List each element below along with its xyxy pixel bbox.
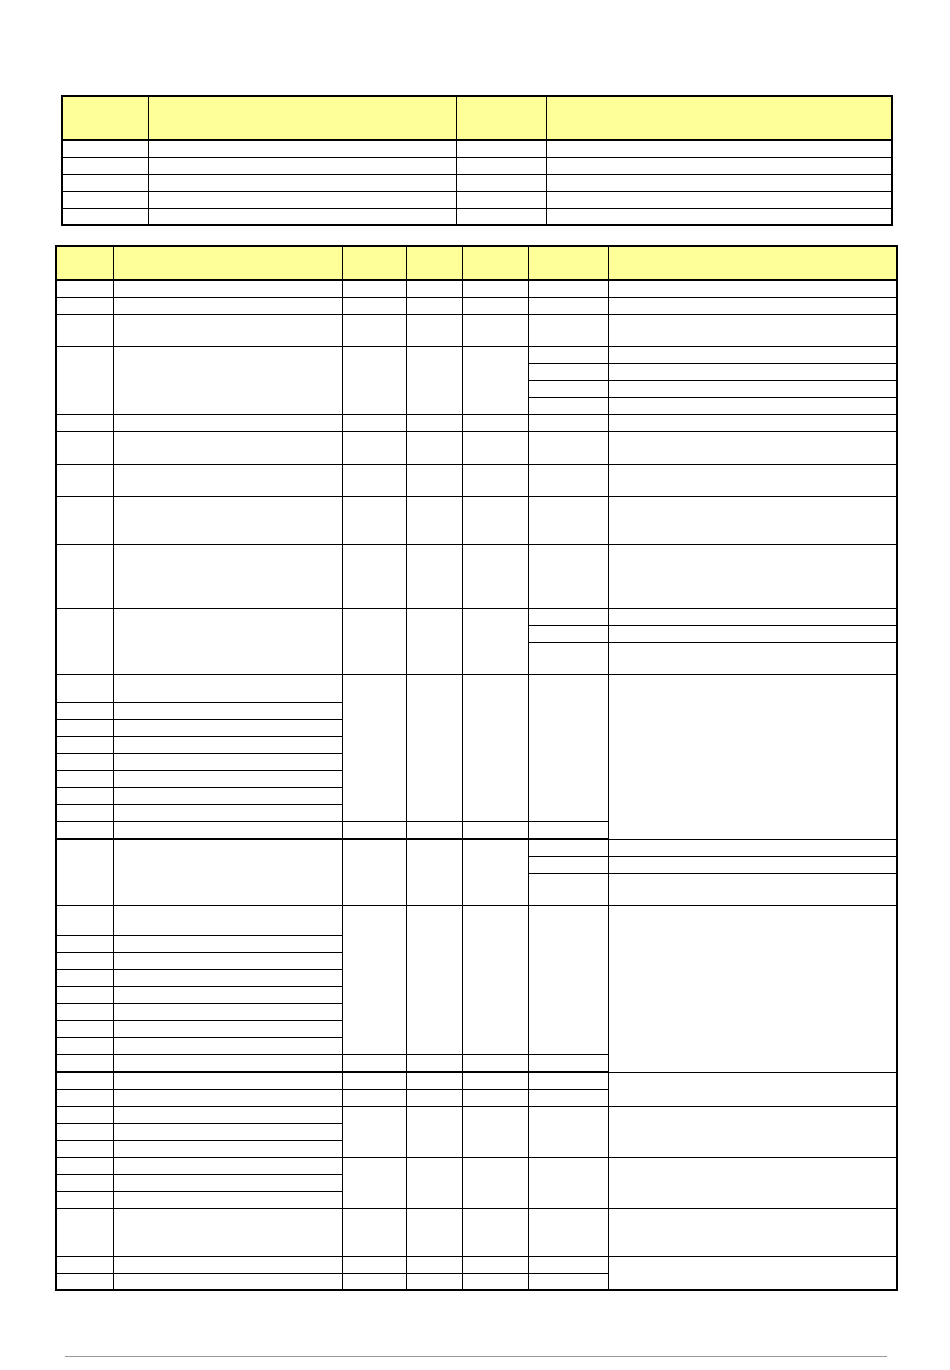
table-cell	[56, 1208, 113, 1256]
table-cell	[113, 280, 342, 297]
table-cell	[608, 873, 897, 905]
table-cell	[113, 821, 342, 838]
header-cell	[528, 246, 608, 280]
table-cell	[56, 905, 113, 935]
table-cell	[528, 297, 608, 314]
table-cell	[56, 1174, 113, 1191]
table-cell	[113, 1140, 342, 1157]
table-cell	[406, 1089, 462, 1106]
table-cell	[113, 1037, 342, 1054]
table-cell	[406, 346, 462, 414]
table-cell	[462, 1089, 528, 1106]
table-cell	[148, 174, 456, 191]
table-cell	[342, 905, 406, 1054]
table-cell	[406, 1072, 462, 1089]
table-cell	[62, 140, 148, 157]
table-cell	[56, 674, 113, 702]
table-cell	[56, 839, 113, 905]
table-cell	[462, 1157, 528, 1208]
table-cell	[342, 674, 406, 821]
table-cell	[56, 1037, 113, 1054]
table-cell	[342, 1157, 406, 1208]
table-cell	[148, 140, 456, 157]
table-cell	[608, 642, 897, 674]
table-cell	[462, 1256, 528, 1273]
table-cell	[406, 839, 462, 905]
table-cell	[462, 544, 528, 608]
table-cell	[608, 380, 897, 397]
table-cell	[608, 625, 897, 642]
table-cell	[456, 174, 546, 191]
table-cell	[342, 1208, 406, 1256]
table-cell	[462, 431, 528, 464]
table-cell	[528, 397, 608, 414]
table-cell	[462, 1273, 528, 1290]
table-row	[56, 905, 897, 935]
table-cell	[56, 753, 113, 770]
table-cell	[113, 414, 342, 431]
table-row	[56, 1256, 897, 1273]
table-cell	[528, 1208, 608, 1256]
table-cell	[62, 191, 148, 208]
table-cell	[528, 544, 608, 608]
table-cell	[456, 140, 546, 157]
header-cell	[113, 246, 342, 280]
table-cell	[56, 986, 113, 1003]
table-cell	[608, 905, 897, 1072]
table-cell	[113, 431, 342, 464]
header-cell	[342, 246, 406, 280]
table-cell	[462, 280, 528, 297]
table-cell	[528, 625, 608, 642]
table-cell	[56, 736, 113, 753]
table-cell	[56, 1256, 113, 1273]
table-row	[62, 157, 892, 174]
table-cell	[342, 1256, 406, 1273]
header-cell	[462, 246, 528, 280]
table-row	[56, 608, 897, 625]
table-cell	[342, 464, 406, 496]
table-cell	[406, 1106, 462, 1157]
table-cell	[406, 544, 462, 608]
table-cell	[113, 346, 342, 414]
table-cell	[56, 702, 113, 719]
table-cell	[528, 346, 608, 363]
table-cell	[528, 464, 608, 496]
table-cell	[528, 873, 608, 905]
header-cell	[608, 246, 897, 280]
table-cell	[113, 719, 342, 736]
table-cell	[528, 1157, 608, 1208]
table-cell	[342, 1089, 406, 1106]
table-cell	[56, 608, 113, 674]
table-cell	[113, 674, 342, 702]
table-row	[62, 208, 892, 225]
table-cell	[528, 1089, 608, 1106]
table-cell	[462, 346, 528, 414]
table-cell	[462, 414, 528, 431]
table-cell	[113, 1072, 342, 1089]
table-cell	[608, 1072, 897, 1106]
table-cell	[56, 969, 113, 986]
table-cell	[608, 363, 897, 380]
table-cell	[56, 1140, 113, 1157]
table-cell	[113, 1089, 342, 1106]
table-cell	[113, 935, 342, 952]
table-cell	[406, 1208, 462, 1256]
table-cell	[113, 969, 342, 986]
table-cell	[113, 544, 342, 608]
table-row	[56, 431, 897, 464]
table-cell	[528, 1106, 608, 1157]
table-cell	[56, 1072, 113, 1089]
table-cell	[546, 208, 892, 225]
table-cell	[342, 821, 406, 838]
table-cell	[113, 1208, 342, 1256]
table-cell	[406, 1273, 462, 1290]
table-cell	[113, 1256, 342, 1273]
table-cell	[56, 496, 113, 544]
table-cell	[113, 952, 342, 969]
header-cell	[546, 96, 892, 140]
table-cell	[342, 496, 406, 544]
table-cell	[113, 1003, 342, 1020]
table-cell	[56, 1020, 113, 1037]
table-cell	[56, 314, 113, 346]
table-cell	[528, 431, 608, 464]
table-cell	[56, 804, 113, 821]
table-row	[56, 1106, 897, 1123]
table-cell	[528, 821, 608, 838]
table-cell	[113, 1054, 342, 1071]
header-cell	[406, 246, 462, 280]
table-cell	[608, 674, 897, 839]
table-cell	[342, 1106, 406, 1157]
table-cell	[113, 753, 342, 770]
table-cell	[608, 1157, 897, 1208]
table-cell	[342, 346, 406, 414]
table-cell	[56, 544, 113, 608]
table-row	[62, 174, 892, 191]
table-cell	[56, 1003, 113, 1020]
table-row	[56, 1072, 897, 1089]
table-cell	[462, 464, 528, 496]
table-cell	[608, 346, 897, 363]
table-cell	[406, 1054, 462, 1071]
table-cell	[608, 431, 897, 464]
table-cell	[406, 280, 462, 297]
table-cell	[113, 986, 342, 1003]
table-cell	[406, 821, 462, 838]
table-cell	[406, 1157, 462, 1208]
table-cell	[462, 839, 528, 905]
table-cell	[56, 787, 113, 804]
table-cell	[406, 431, 462, 464]
header-cell	[148, 96, 456, 140]
table-row	[56, 839, 897, 856]
table-cell	[113, 297, 342, 314]
table-cell	[342, 1273, 406, 1290]
header-cell	[456, 96, 546, 140]
table-cell	[113, 1273, 342, 1290]
table-cell	[342, 1072, 406, 1089]
table-cell	[56, 1089, 113, 1106]
table-cell	[406, 414, 462, 431]
table-cell	[608, 297, 897, 314]
table-cell	[462, 1072, 528, 1089]
table-cell	[406, 608, 462, 674]
table-cell	[608, 544, 897, 608]
table-row	[56, 464, 897, 496]
table-cell	[56, 770, 113, 787]
table-cell	[462, 297, 528, 314]
table-row	[56, 1157, 897, 1174]
table-cell	[113, 1123, 342, 1140]
table-cell	[56, 1157, 113, 1174]
table-cell	[342, 414, 406, 431]
table-cell	[528, 674, 608, 821]
table-row	[56, 496, 897, 544]
table-cell	[113, 1020, 342, 1037]
table-cell	[608, 280, 897, 297]
table-cell	[608, 1208, 897, 1256]
table-cell	[148, 191, 456, 208]
table-cell	[113, 1157, 342, 1174]
table-cell	[342, 431, 406, 464]
table-cell	[342, 608, 406, 674]
table-cell	[462, 314, 528, 346]
table-cell	[148, 208, 456, 225]
table-cell	[462, 821, 528, 838]
table-row	[56, 414, 897, 431]
table-cell	[608, 397, 897, 414]
table-cell	[456, 191, 546, 208]
table-cell	[608, 856, 897, 873]
table-cell	[608, 314, 897, 346]
table-row	[56, 544, 897, 608]
table-cell	[113, 314, 342, 346]
table-cell	[462, 608, 528, 674]
table-cell	[546, 140, 892, 157]
table-cell	[528, 363, 608, 380]
table-cell	[62, 174, 148, 191]
table-cell	[113, 496, 342, 544]
table-cell	[406, 1256, 462, 1273]
table-cell	[406, 905, 462, 1054]
table-cell	[406, 314, 462, 346]
header-info-table	[61, 95, 893, 226]
table-row	[56, 280, 897, 297]
table-cell	[148, 157, 456, 174]
table-cell	[342, 297, 406, 314]
table-cell	[528, 1072, 608, 1089]
table-cell	[56, 1123, 113, 1140]
table-cell	[528, 414, 608, 431]
table-cell	[456, 157, 546, 174]
table-cell	[528, 380, 608, 397]
header-cell	[56, 246, 113, 280]
table-cell	[608, 839, 897, 856]
table-cell	[113, 770, 342, 787]
table-cell	[56, 464, 113, 496]
table-cell	[546, 174, 892, 191]
table-cell	[56, 1273, 113, 1290]
table-cell	[113, 1174, 342, 1191]
table-cell	[608, 496, 897, 544]
table-cell	[56, 1191, 113, 1208]
table-cell	[56, 1106, 113, 1123]
table-cell	[56, 297, 113, 314]
table-cell	[62, 208, 148, 225]
table-cell	[528, 905, 608, 1054]
table-row	[62, 140, 892, 157]
table-row	[56, 314, 897, 346]
table-row	[56, 297, 897, 314]
table-cell	[342, 280, 406, 297]
table-cell	[462, 905, 528, 1054]
table-cell	[113, 702, 342, 719]
table-cell	[406, 496, 462, 544]
table-row	[56, 1208, 897, 1256]
table-cell	[528, 1054, 608, 1071]
table-cell	[528, 856, 608, 873]
table-row	[56, 674, 897, 702]
table-cell	[113, 1191, 342, 1208]
table-cell	[456, 208, 546, 225]
table-cell	[528, 642, 608, 674]
header-cell	[62, 96, 148, 140]
table-cell	[608, 1256, 897, 1290]
table-cell	[56, 346, 113, 414]
table-cell	[528, 1273, 608, 1290]
table-cell	[113, 839, 342, 905]
table-cell	[546, 157, 892, 174]
table-cell	[56, 935, 113, 952]
table-cell	[56, 719, 113, 736]
table-cell	[113, 464, 342, 496]
table-cell	[546, 191, 892, 208]
register-table	[55, 245, 898, 1291]
table-cell	[113, 1106, 342, 1123]
table-cell	[56, 1054, 113, 1071]
table-cell	[462, 1106, 528, 1157]
table-cell	[113, 905, 342, 935]
table-cell	[608, 414, 897, 431]
table-cell	[462, 496, 528, 544]
table-cell	[406, 464, 462, 496]
table-cell	[342, 314, 406, 346]
table-cell	[56, 821, 113, 838]
table-cell	[608, 464, 897, 496]
table-row	[56, 346, 897, 363]
table-cell	[528, 608, 608, 625]
table-cell	[113, 787, 342, 804]
table-cell	[528, 314, 608, 346]
table-cell	[56, 280, 113, 297]
table-cell	[62, 157, 148, 174]
table-cell	[608, 1106, 897, 1157]
table-cell	[528, 1256, 608, 1273]
table-cell	[342, 1054, 406, 1071]
table-cell	[56, 431, 113, 464]
table-cell	[342, 544, 406, 608]
table-cell	[462, 1208, 528, 1256]
table-cell	[342, 839, 406, 905]
table-cell	[56, 952, 113, 969]
table-cell	[113, 736, 342, 753]
table-cell	[528, 280, 608, 297]
table-cell	[528, 496, 608, 544]
table-row	[62, 191, 892, 208]
table-cell	[406, 297, 462, 314]
table-cell	[406, 674, 462, 821]
footer-rule	[65, 1356, 887, 1357]
table-cell	[608, 608, 897, 625]
table-cell	[56, 414, 113, 431]
table-cell	[113, 804, 342, 821]
table-cell	[113, 608, 342, 674]
table-cell	[462, 674, 528, 821]
table-cell	[462, 1054, 528, 1071]
table-cell	[528, 839, 608, 856]
